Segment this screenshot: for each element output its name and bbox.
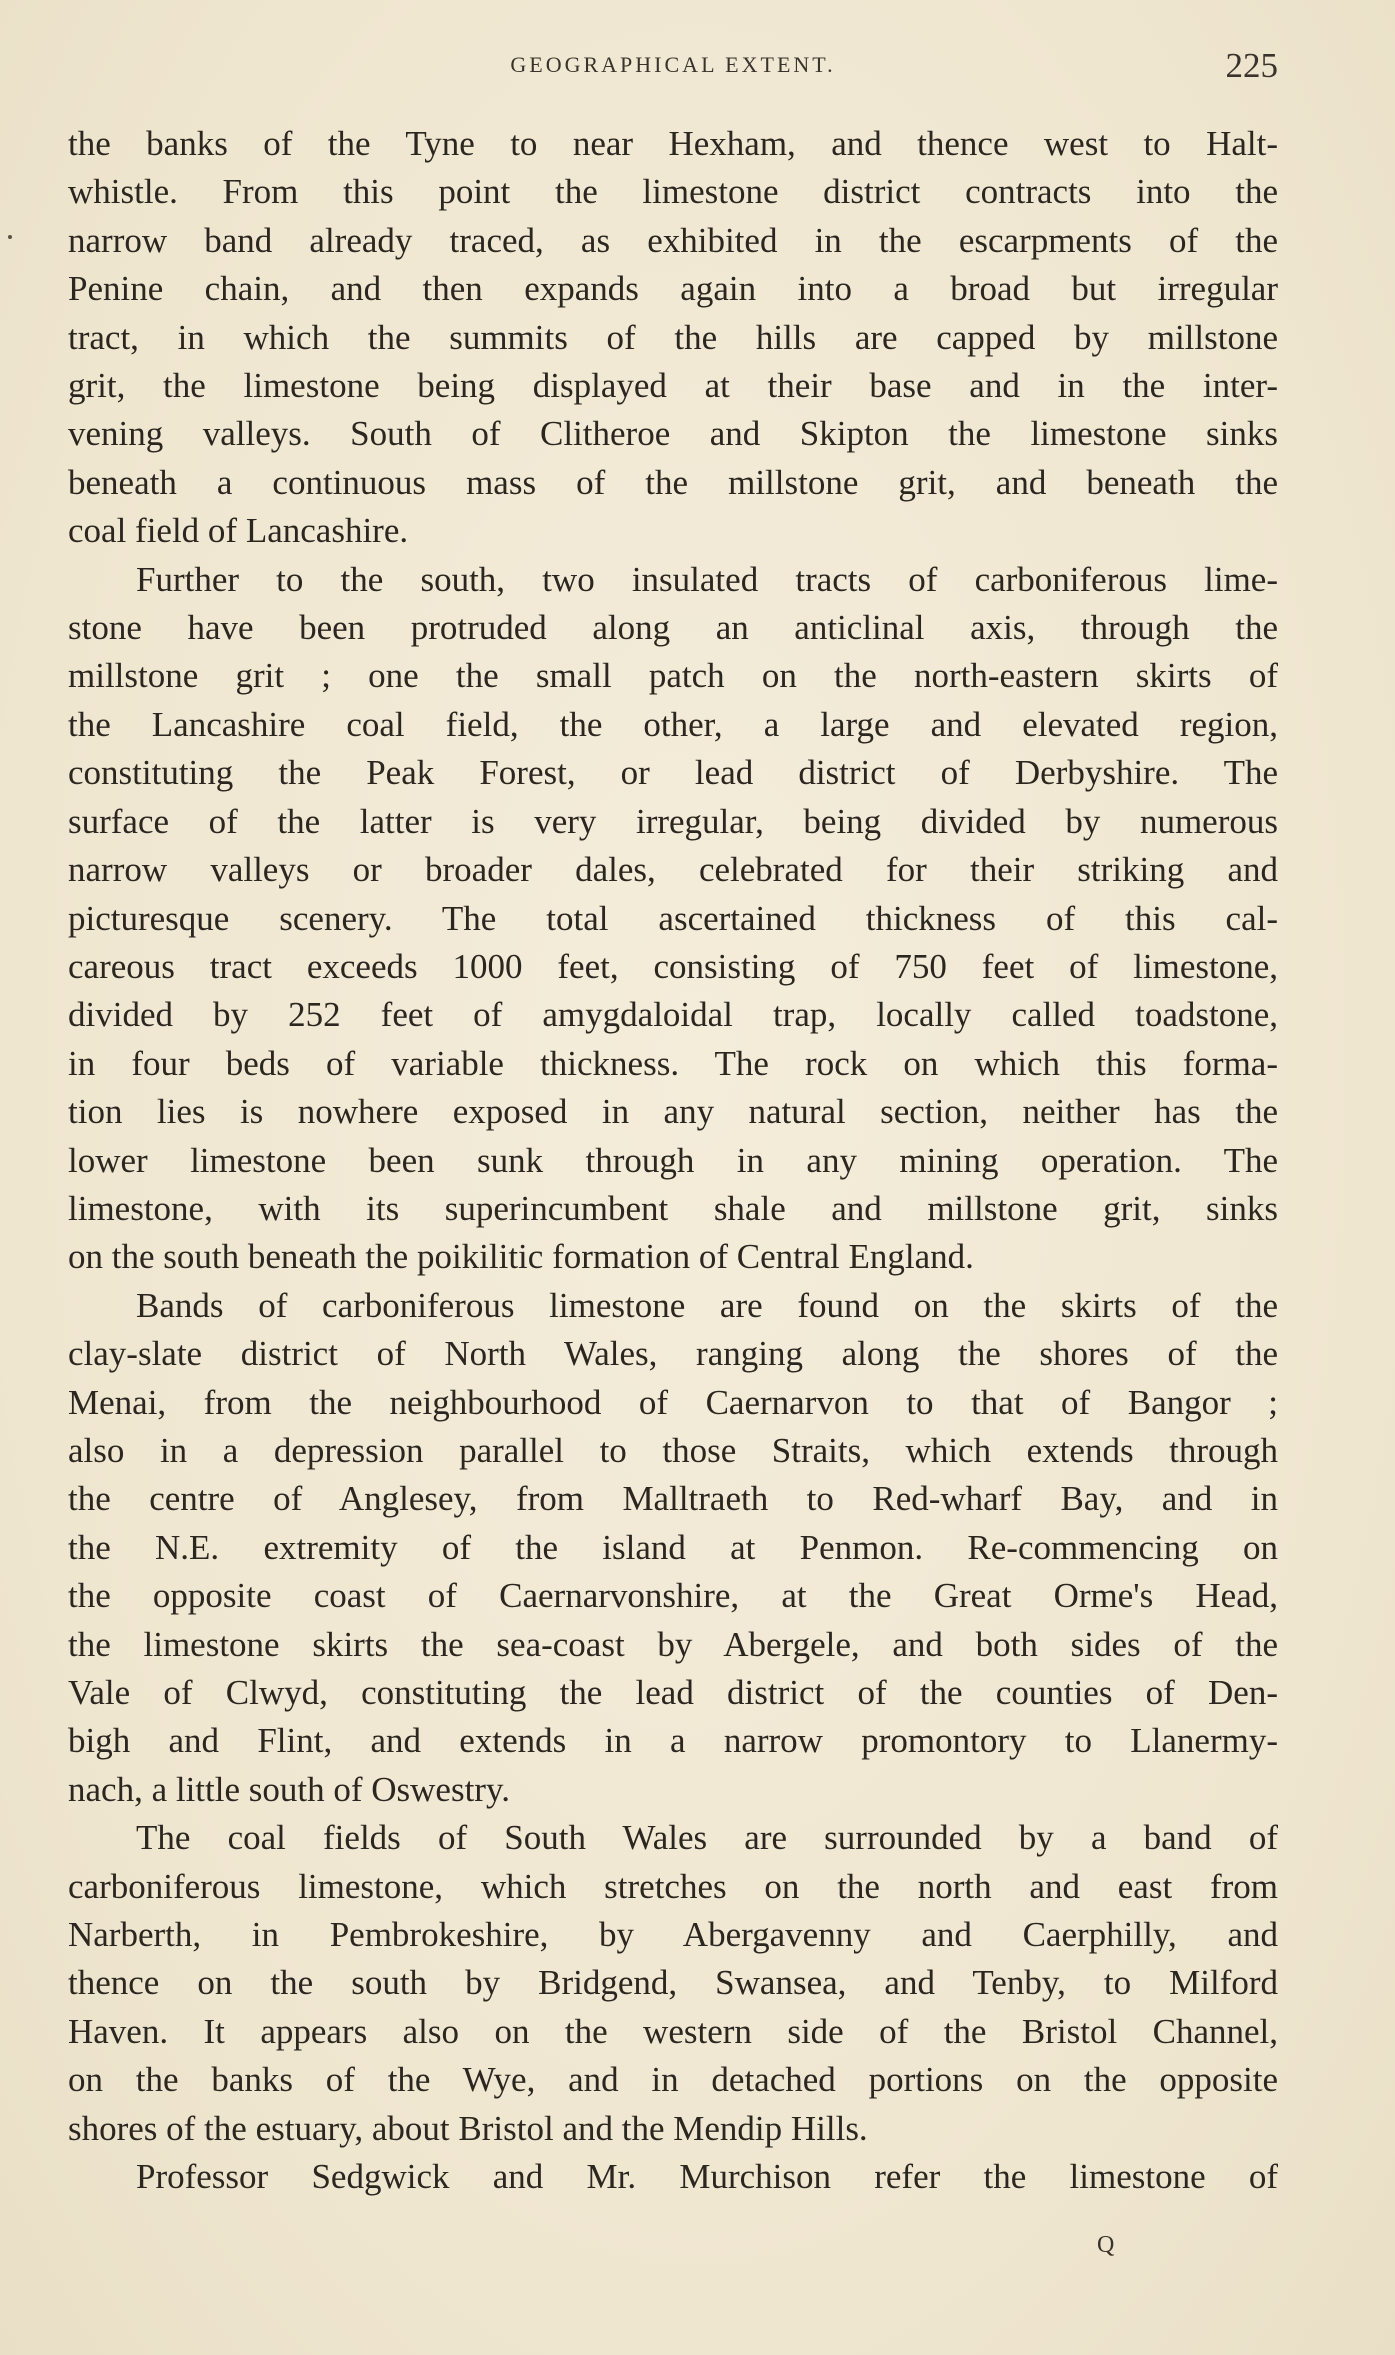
text-line: constituting the Peak Forest, or lead district of Derbyshire. The (68, 753, 1278, 793)
text-line: carboniferous limestone, which stretches on the north and east from (68, 1866, 1278, 1906)
text-line: limestone, with its superincumbent shale and millstone grit, sinks (68, 1188, 1278, 1228)
text-line: lower limestone been sunk through in any mining operation. The (68, 1140, 1278, 1180)
paragraph-3 (68, 1282, 1278, 1814)
running-head (68, 46, 1278, 86)
text-line: the N.E. extremity of the island at Penmon. Re-commencing on (68, 1527, 1278, 1567)
text-line: grit, the limestone being displayed at their base and in the inter- (68, 366, 1278, 406)
text-line: the opposite coast of Caernarvonshire, at the Great Orme's Head, (68, 1576, 1278, 1616)
paragraph-1 (68, 120, 1278, 556)
text-body (68, 120, 1278, 2201)
text-line: coal field of Lancashire. (68, 511, 409, 551)
text-line: narrow band already traced, as exhibited in the escarpments of the (68, 220, 1278, 260)
text-line: the centre of Anglesey, from Malltraeth to Red-wharf Bay, and in (68, 1479, 1278, 1519)
text-line: in four beds of variable thickness. The rock on which this forma- (68, 1043, 1278, 1083)
text-line: shores of the estuary, about Bristol and the Mendip Hills. (68, 2108, 868, 2148)
text-line: bigh and Flint, and extends in a narrow promontory to Llanermy- (68, 1721, 1278, 1761)
text-line: on the banks of the Wye, and in detached portions on the opposite (68, 2060, 1278, 2100)
text-line: the limestone skirts the sea-coast by Abergele, and both sides of the (68, 1624, 1278, 1664)
text-line: Narberth, in Pembrokeshire, by Abergavenny and Caerphilly, and (68, 1915, 1278, 1955)
text-line: Further to the south, two insulated tracts of carboniferous lime- (136, 559, 1278, 599)
text-line: divided by 252 feet of amygdaloidal trap, locally called toadstone, (68, 995, 1278, 1035)
text-line: also in a depression parallel to those Straits, which extends through (68, 1430, 1278, 1470)
text-line: Haven. It appears also on the western side of the Bristol Channel, (68, 2011, 1278, 2051)
text-line: narrow valleys or broader dales, celebrated for their striking and (68, 850, 1278, 890)
paragraph-5 (68, 2153, 1278, 2201)
text-line: surface of the latter is very irregular, being divided by numerous (68, 801, 1278, 841)
text-line: Vale of Clwyd, constituting the lead district of the counties of Den- (68, 1673, 1278, 1712)
text-line: nach, a little south of Oswestry. (68, 1769, 510, 1809)
text-line: thence on the south by Bridgend, Swansea, and Tenby, to Milford (68, 1963, 1278, 2003)
paragraph-2 (68, 556, 1278, 1282)
text-line: picturesque scenery. The total ascertained thickness of this cal- (68, 898, 1278, 938)
text-line: Professor Sedgwick and Mr. Murchison refer the limestone of (136, 2157, 1278, 2197)
text-line: Menai, from the neighbourhood of Caernarvon to that of Bangor ; (68, 1382, 1278, 1422)
text-line: beneath a continuous mass of the millstone grit, and beneath the (68, 462, 1278, 502)
text-line: careous tract exceeds 1000 feet, consisting of 750 feet of limestone, (68, 946, 1278, 986)
signature-mark: Q (1097, 2232, 1115, 2258)
text-line: clay-slate district of North Wales, ranging along the shores of the (68, 1334, 1278, 1374)
text-line: Penine chain, and then expands again into a broad but irregular (68, 269, 1278, 309)
page-number: 225 (1225, 46, 1278, 85)
text-line: Bands of carboniferous limestone are found on the skirts of the (136, 1285, 1278, 1325)
text-line: whistle. From this point the limestone district contracts into the (68, 172, 1278, 212)
margin-mark (8, 235, 12, 239)
text-line: tion lies is nowhere exposed in any natural section, neither has the (68, 1092, 1278, 1132)
text-line: The coal fields of South Wales are surrounded by a band of (136, 1818, 1278, 1858)
text-line: vening valleys. South of Clitheroe and Skipton the limestone sinks (68, 414, 1278, 454)
running-title: GEOGRAPHICAL EXTENT. (510, 52, 836, 77)
text-line: the Lancashire coal field, the other, a large and elevated region, (68, 704, 1278, 744)
text-line: stone have been protruded along an anticlinal axis, through the (68, 608, 1278, 648)
text-line: the banks of the Tyne to near Hexham, and thence west to Halt- (68, 124, 1278, 163)
text-line: tract, in which the summits of the hills are capped by millstone (68, 317, 1278, 357)
paragraph-4 (68, 1814, 1278, 2153)
text-line: on the south beneath the poikilitic formation of Central England. (68, 1237, 974, 1277)
text-line: millstone grit ; one the small patch on the north-eastern skirts of (68, 656, 1278, 696)
